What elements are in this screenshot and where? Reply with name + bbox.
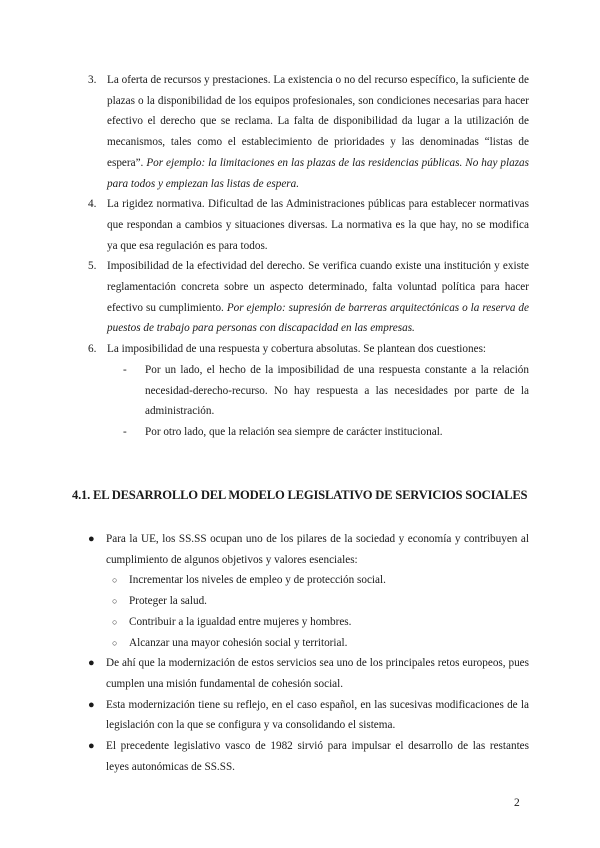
sub-bullet-item [106,612,529,633]
bullet-list [84,529,529,777]
bullet-icon: ● [88,698,95,711]
sub-list-item [107,360,529,422]
bullet-item-text: Esta modernización tiene su reflejo, en el caso español, en las sucesivas modificaciones de la legislación con la que se configura y va consolidando el sistema. [106,698,529,732]
list-item [84,256,529,339]
list-number: 5. [88,260,97,273]
numbered-list [84,70,529,443]
dash-marker: - [123,363,127,376]
list-item-example: Por ejemplo: supresión de barreras arquitectónicas o la reserva de puestos de trabajo para personas con discapacidad en las empresas. [107,301,529,335]
sub-list-item-text: Por un lado, el hecho de la imposibilidad de una respuesta constante a la relación necesidad-derecho-recurso. No hay respuesta a las necesidades por parte de la administración. [145,363,529,418]
sub-bullet-item [106,570,529,591]
sub-bullet-item [106,633,529,654]
dash-sub-list [107,360,529,443]
sub-bullet-text: Contribuir a la igualdad entre mujeres y hombres. [129,615,352,628]
list-item-text: La oferta de recursos y prestaciones. La existencia o no del recurso específico, la suficiente de plazas o la disponibilidad de los equipos profesionales, son condiciones necesarias para hacer efectivo el derecho que se reclama. La falta de disponibilidad da lugar a la utilización de mecanismos, tales como el establecimiento de prioridades y las denominadas “listas de espera”. [107,74,529,169]
bullet-icon: ● [88,657,95,670]
list-item [84,70,529,194]
sub-bullet-text: Alcanzar una mayor cohesión social y territorial. [129,636,348,649]
bullet-icon: ● [88,740,95,753]
circle-bullet-icon: ○ [112,575,118,586]
bullet-item-text: El precedente legislativo vasco de 1982 sirvió para impulsar el desarrollo de las restantes leyes autonómicas de SS.SS. [106,740,529,773]
bullet-item [84,736,529,777]
bullet-item [84,529,529,653]
bullet-item [84,695,529,736]
list-item-text: Imposibilidad de la efectividad del derecho. Se verifica cuando existe una institución y existe reglamentación concreta sobre un aspecto determinado, falta voluntad política para hacer efectivo su cumplimiento. [107,260,529,314]
bullet-icon: ● [88,533,95,545]
circle-bullet-icon: ○ [112,637,118,648]
circle-bullet-icon: ○ [112,616,118,627]
sub-list-item [107,422,529,443]
bullet-item-text: Para la UE, los SS.SS ocupan uno de los pilares de la sociedad y economía y contribuyen al cumplimiento de algunos objetivos y valores esenciales: [106,533,529,566]
bullet-item-text: De ahí que la modernización de estos servicios sea uno de los principales retos europeos, pues cumplen una misión fundamental de cohesión social. [106,657,529,690]
circle-sub-list [106,570,529,653]
sub-bullet-text: Incrementar los niveles de empleo y de protección social. [129,574,386,587]
circle-bullet-icon: ○ [112,596,118,607]
list-number: 6. [88,343,97,356]
section-heading: 4.1. EL DESARROLLO DEL MODELO LEGISLATIVO DE SERVICIOS SOCIALES [72,488,528,502]
list-number: 4. [88,198,97,211]
dash-marker: - [123,425,127,438]
sub-bullet-item [106,591,529,612]
sub-list-item-text: Por otro lado, que la relación sea siempre de carácter institucional. [145,425,443,438]
page-number: 2 [514,797,520,809]
list-item [84,194,529,256]
sub-bullet-text: Proteger la salud. [129,595,207,608]
list-item-text: La imposibilidad de una respuesta y cobertura absolutas. Se plantean dos cuestiones: [107,343,487,356]
list-item [84,339,529,443]
bullet-item [84,653,529,694]
list-number: 3. [88,74,97,86]
list-item-example: Por ejemplo: la limitaciones en las plazas de las residencias públicas. No hay plazas para todos y empiezan las listas de espera. [107,156,529,190]
list-item-text: La rigidez normativa. Dificultad de las Administraciones públicas para establecer normativas que respondan a cambios y situaciones diversas. La normativa es la que hay, no se modifica ya que esa regulación es para todos. [107,198,529,252]
